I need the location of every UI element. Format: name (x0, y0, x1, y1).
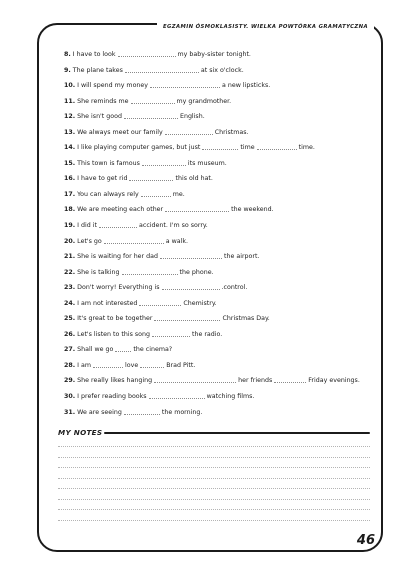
note-line (58, 446, 370, 447)
exercise-number: 28. (64, 361, 76, 369)
exercise-number: 17. (64, 190, 76, 198)
exercise-text: time. (298, 144, 315, 152)
exercise-text: I did it (77, 222, 97, 230)
exercise-list (64, 47, 376, 420)
exercise-number: 18. (64, 206, 76, 214)
exercise-text: I prefer reading books (77, 393, 147, 401)
answer-blank[interactable] (274, 381, 306, 383)
answer-blank[interactable] (122, 273, 178, 275)
note-line (58, 467, 370, 468)
exercise-text: the phone. (179, 268, 214, 276)
exercise-row (64, 373, 376, 389)
exercise-number: 16. (64, 175, 76, 183)
answer-blank[interactable] (139, 304, 181, 306)
exercise-text: Don't worry! Everything is (77, 284, 160, 292)
exercise-text: Brad Pitt. (166, 361, 196, 369)
exercise-row (64, 47, 376, 63)
exercise-text: You can always rely (77, 190, 139, 198)
exercise-row (64, 234, 376, 250)
exercise-text: her friends (238, 377, 273, 385)
exercise-text: Let's go (77, 237, 102, 245)
note-line (58, 499, 370, 500)
exercise-text: Shall we go (77, 346, 114, 354)
page-number: 46 (356, 533, 375, 548)
exercise-text: my baby-sister tonight. (177, 51, 251, 58)
exercise-text: Chemistry. (183, 299, 217, 307)
answer-blank[interactable] (152, 335, 190, 337)
exercise-text: We are seeing (77, 408, 122, 416)
exercise-text: its museum. (187, 159, 227, 167)
exercise-row (64, 280, 376, 296)
exercise-number: 31. (64, 408, 76, 416)
exercise-text: I have to get rid (77, 175, 128, 183)
exercise-text: It's great to be together (77, 315, 153, 323)
exercise-number: 21. (64, 253, 76, 261)
exercise-row (64, 156, 376, 172)
exercise-text: I am (77, 361, 92, 369)
exercise-row (64, 311, 376, 327)
exercise-row (64, 265, 376, 281)
exercise-number: 22. (64, 268, 76, 276)
page-header: EGZAMIN ÓSMOKLASISTY. WIELKA POWTÓRKA GRAMATYCZNA (157, 20, 374, 34)
exercise-number: 12. (64, 113, 76, 121)
exercise-text: Christmas Day. (222, 315, 270, 323)
exercise-row (64, 171, 376, 187)
exercise-text: I have to look (72, 51, 116, 58)
exercise-row (64, 187, 376, 203)
exercise-row (64, 389, 376, 405)
exercise-number: 23. (64, 284, 76, 292)
exercise-number: 20. (64, 237, 76, 245)
exercise-row (64, 78, 376, 94)
exercise-row (64, 405, 376, 421)
answer-blank[interactable] (131, 102, 175, 104)
exercise-text: Let's listen to this song (77, 330, 150, 338)
exercise-text: a walk. (165, 237, 189, 245)
answer-blank[interactable] (118, 55, 176, 57)
exercise-text: this old hat. (175, 175, 213, 183)
exercise-number: 9. (64, 66, 71, 74)
exercise-text: We are meeting each other (77, 206, 164, 214)
exercise-text: Christmas. (214, 128, 249, 136)
exercise-text: accident. I'm so sorry. (139, 222, 208, 230)
exercise-text: watching films. (206, 393, 255, 401)
exercise-text: She really likes hanging (77, 377, 153, 385)
exercise-text: She isn't good (77, 113, 122, 121)
exercise-row (64, 342, 376, 358)
exercise-row (64, 296, 376, 312)
exercise-number: 19. (64, 222, 76, 230)
answer-blank[interactable] (99, 226, 137, 228)
exercise-text: me. (172, 190, 185, 198)
exercise-text: the airport. (224, 253, 260, 261)
notes-title: MY NOTES (58, 428, 103, 437)
exercise-text: the weekend. (231, 206, 274, 214)
exercise-row (64, 140, 376, 156)
exercise-row (64, 218, 376, 234)
exercise-text: I am not interested (77, 299, 138, 307)
exercise-text: love (125, 361, 139, 369)
answer-blank[interactable] (104, 242, 164, 244)
answer-blank[interactable] (165, 133, 213, 135)
exercise-row (64, 125, 376, 141)
exercise-text: .control. (221, 284, 248, 292)
exercise-row (64, 327, 376, 343)
answer-blank[interactable] (160, 257, 222, 259)
exercise-text: I like playing computer games, but just (77, 144, 201, 152)
answer-blank[interactable] (202, 148, 238, 150)
answer-blank[interactable] (162, 288, 220, 290)
exercise-text: She is waiting for her dad (77, 253, 159, 261)
note-line (58, 520, 370, 521)
answer-blank[interactable] (129, 179, 173, 181)
exercise-number: 25. (64, 315, 76, 323)
note-line (58, 478, 370, 479)
exercise-text: a new lipsticks. (222, 82, 271, 90)
exercise-text: Friday evenings. (308, 377, 360, 385)
exercise-text: She is talking (77, 268, 120, 276)
answer-blank[interactable] (257, 148, 297, 150)
exercise-number: 30. (64, 393, 76, 401)
answer-blank[interactable] (125, 71, 199, 73)
exercise-number: 11. (64, 97, 76, 105)
exercise-number: 13. (64, 128, 76, 136)
answer-blank[interactable] (115, 350, 131, 352)
answer-blank[interactable] (124, 413, 160, 415)
exercise-number: 15. (64, 159, 76, 167)
notes-rule (104, 432, 370, 434)
exercise-number: 10. (64, 82, 76, 90)
answer-blank[interactable] (154, 319, 220, 321)
answer-blank[interactable] (140, 366, 164, 368)
exercise-row (64, 249, 376, 265)
exercise-number: 27. (64, 346, 76, 354)
exercise-text: She reminds me (77, 97, 129, 105)
exercise-text: the radio. (191, 330, 223, 338)
answer-blank[interactable] (124, 117, 178, 119)
answer-blank[interactable] (150, 86, 220, 88)
answer-blank[interactable] (165, 210, 229, 212)
exercise-row (64, 94, 376, 110)
exercise-row (64, 109, 376, 125)
exercise-text: English. (179, 113, 205, 121)
exercise-text: We always meet our family (77, 128, 163, 136)
exercise-text: I will spend my money (77, 82, 149, 90)
exercise-number: 26. (64, 330, 76, 338)
exercise-row (64, 202, 376, 218)
exercise-text: This town is famous (77, 159, 140, 167)
exercise-text: my grandmother. (176, 97, 232, 105)
exercise-row (64, 358, 376, 374)
note-line (58, 457, 370, 458)
exercise-row (64, 63, 376, 79)
exercise-text: The plane takes (72, 66, 123, 74)
answer-blank[interactable] (149, 397, 205, 399)
exercise-number: 8. (64, 51, 71, 58)
note-line (58, 488, 370, 489)
exercise-number: 29. (64, 377, 76, 385)
answer-blank[interactable] (93, 366, 123, 368)
exercise-text: the cinema? (133, 346, 173, 354)
exercise-text: time (240, 144, 255, 152)
exercise-text: at six o'clock. (200, 66, 244, 74)
exercise-text: the morning. (161, 408, 203, 416)
exercise-number: 14. (64, 144, 76, 152)
answer-blank[interactable] (154, 381, 236, 383)
answer-blank[interactable] (141, 195, 171, 197)
answer-blank[interactable] (142, 164, 186, 166)
note-line (58, 509, 370, 510)
exercise-number: 24. (64, 299, 76, 307)
